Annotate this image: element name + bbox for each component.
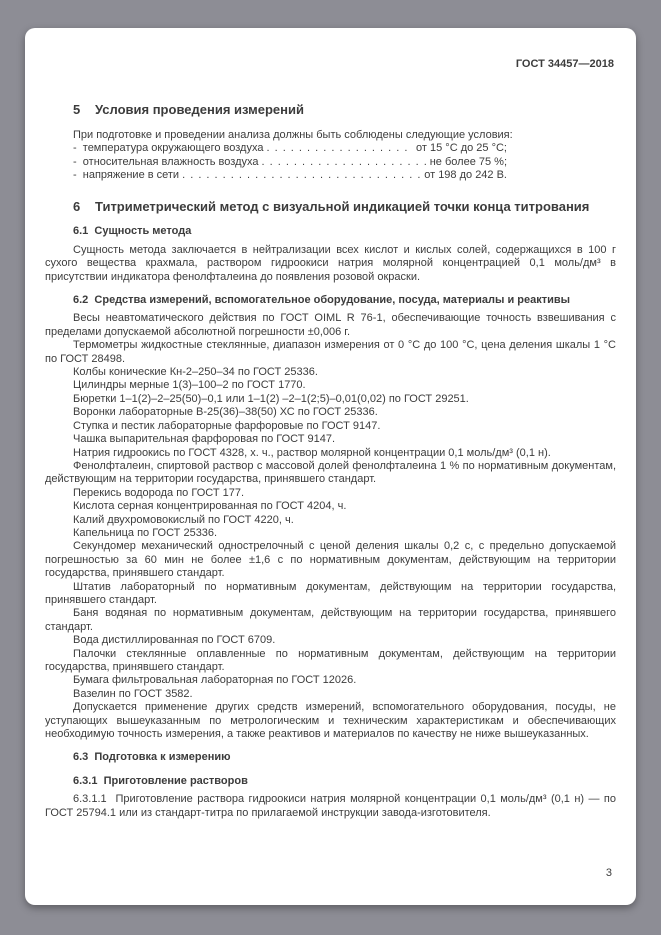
dot-leader: [266, 142, 413, 155]
subsection-heading: 6.2 Средства измерений, вспомогательное оборудование, посуда, материалы и реактивы: [73, 294, 571, 307]
paragraph: Чашка выпарительная фарфоровая по ГОСТ 9147.: [73, 433, 336, 446]
dotted-list-item: [45, 142, 507, 155]
document-header: [45, 58, 616, 70]
dotted-list-item: [45, 169, 507, 182]
subsection-heading: 6.1 Сущность метода: [73, 225, 192, 238]
paragraph: Бюретки 1–1(2)–2–25(50)–0,1 или 1–1(2) –2–1(2;5)–0,01(0,02) по ГОСТ 29251.: [73, 392, 469, 405]
subsection-heading: 6.3.1 Приготовление растворов: [73, 774, 248, 787]
dotted-item-value: не более 75 %;: [429, 155, 507, 168]
dot-leader: [182, 169, 421, 182]
paragraph: Вода дистиллированная по ГОСТ 6709.: [73, 634, 276, 647]
dotted-item-value: от 198 до 242 В.: [424, 169, 507, 182]
dotted-item-label: - относительная влажность воздуха: [73, 155, 259, 168]
paragraph: Воронки лабораторные В-25(36)–38(50) ХС по ГОСТ 25336.: [73, 406, 378, 419]
paragraph: Весы неавтоматического действия по ГОСТ OIML R 76-1, обеспечивающие точность взвешивания с пределами допускаемой абсолютной погрешности ±0,006 г.: [45, 312, 616, 338]
document-page: [25, 28, 636, 905]
paragraph: При подготовке и проведении анализа должны быть соблюдены следующие условия:: [73, 128, 513, 141]
standard-number: ГОСТ 34457—2018: [515, 58, 614, 70]
section-number: 5: [73, 102, 81, 117]
paragraph: Термометры жидкостные стеклянные, диапазон измерения от 0 °С до 100 °С, цена деления шкалы 1 °С по ГОСТ 28498.: [45, 339, 616, 365]
dotted-item-label: - температура окружающего воздуха: [73, 142, 264, 155]
paragraph: Сущность метода заключается в нейтрализации всех кислот и кислых солей, содержащихся в 100 г сухого вещества крахмала, раствором гидроокиси натрия молярной концентрацией 0,1 моль/дм³ в присутствии индикатора фенолфталеина до появления розовой окраски.: [45, 243, 616, 283]
paragraph: Палочки стеклянные оплавленные по нормативным документам, действующим на территории государства, принявшего стандарт.: [45, 647, 616, 673]
paragraph: Баня водяная по нормативным документам, действующим на территории государства, принявшего стандарт.: [45, 607, 616, 633]
paragraph: Перекись водорода по ГОСТ 177.: [73, 486, 245, 499]
paragraph: Цилиндры мерные 1(3)–100–2 по ГОСТ 1770.: [73, 379, 306, 392]
paragraph: Калий двухромовокислый по ГОСТ 4220, ч.: [73, 513, 294, 526]
dotted-list-item: [45, 156, 507, 169]
paragraph: Ступка и пестик лабораторные фарфоровые по ГОСТ 9147.: [73, 419, 381, 432]
paragraph: Натрия гидроокись по ГОСТ 4328, х. ч., раствор молярной концентрации 0,1 моль/дм³ (0,1 н).: [73, 446, 551, 459]
dot-leader: [261, 156, 426, 169]
section-number: 6: [73, 198, 81, 214]
dotted-item-label: - напряжение в сети: [73, 169, 180, 182]
paragraph: Штатив лабораторный по нормативным документам, действующим на территории государства, принявшего стандарт.: [45, 580, 616, 606]
paragraph: 6.3.1.1 Приготовление раствора гидроокиси натрия молярной концентрации 0,1 моль/дм³ (0,1 н) — по ГОСТ 25794.1 или из стандарт-титра по прилагаемой инструкции завода-изготовителя.: [45, 793, 616, 819]
document-body: [45, 86, 616, 820]
dotted-item-value: от 15 °С до 25 °С;: [416, 142, 507, 155]
section-heading: 5 Условия проведения измерений: [73, 102, 304, 117]
paragraph: Колбы конические Кн-2–250–34 по ГОСТ 25336.: [73, 366, 318, 379]
page-number: 3: [605, 867, 612, 879]
paragraph: Вазелин по ГОСТ 3582.: [73, 687, 193, 700]
section-heading: 6 Титриметрический метод с визуальной индикацией точки конца титрования: [73, 198, 590, 214]
document-footer: [45, 867, 616, 879]
paragraph: Кислота серная концентрированная по ГОСТ 4204, ч.: [73, 500, 347, 513]
paragraph: Допускается применение других средств измерений, вспомогательного оборудования, посуды, не уступающих вышеуказанным по метрологическим и техническим характеристикам и обеспечивающих необходимую точность измерения, а также реактивов и материалов по качеству не ниже вышеуказанных.: [45, 701, 616, 741]
subsection-heading: 6.3 Подготовка к измерению: [73, 751, 231, 764]
paragraph: Бумага фильтровальная лабораторная по ГОСТ 12026.: [73, 674, 357, 687]
paragraph: Секундомер механический однострелочный с ценой деления шкалы 0,2 с, с предельно допускаемой погрешностью за 60 мин не более ±1,6 с по нормативным документам, действующим на территории государства, принявшего стандарт.: [45, 540, 616, 580]
paragraph: Фенолфталеин, спиртовой раствор с массовой долей фенолфталеина 1 % по нормативным документам, действующим на территории государства, принявшего стандарт.: [45, 459, 616, 486]
paragraph: Капельница по ГОСТ 25336.: [73, 526, 218, 539]
